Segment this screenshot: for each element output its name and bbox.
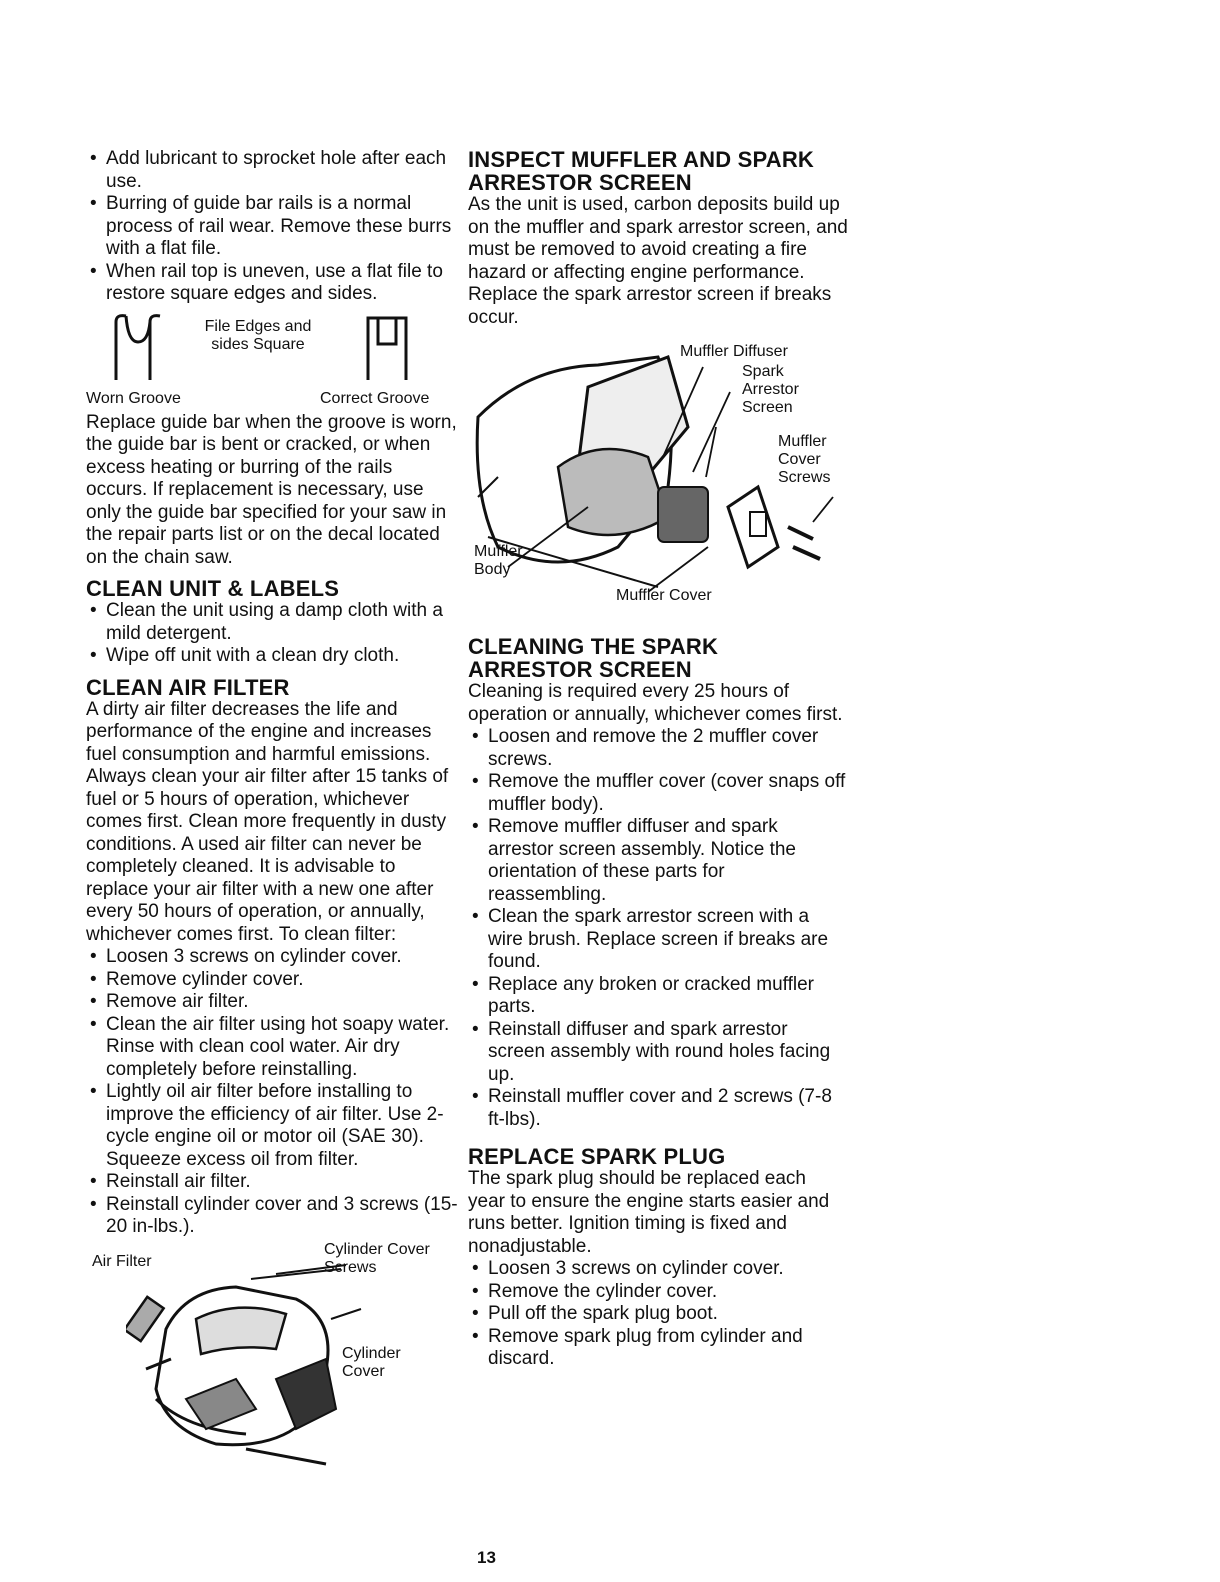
list-item: • Reinstall air filter. (86, 1171, 458, 1194)
spark-plug-paragraph: The spark plug should be replaced each year to ensure the engine starts easier and runs better. Ignition timing is fixed and nonadjustable. (468, 1168, 830, 1257)
list-item: • Replace any broken or cracked muffler parts. (468, 974, 848, 1019)
list-item: • Reinstall cylinder cover and 3 screws (15-20 in-lbs.). (86, 1194, 458, 1239)
muffler-heading: INSPECT MUFFLER AND SPARK ARRESTOR SCREEN (468, 147, 814, 195)
list-item: • Burring of guide bar rails is a normal process of rail wear. Remove these burrs with a flat file. (86, 193, 458, 261)
cleaning-paragraph: Cleaning is required every 25 hours of operation or annually, whichever comes first. (468, 681, 843, 725)
muffler-cover-screws-label: Muffler Cover Screws (778, 433, 831, 486)
spark-plug-heading: REPLACE SPARK PLUG (468, 1144, 726, 1169)
list-item: • Remove muffler diffuser and spark arrestor screen assembly. Notice the orientation of these parts for reassembling. (468, 816, 848, 906)
muffler-figure (468, 343, 848, 625)
chainsaw-cylinder-cover-illustration (126, 1259, 366, 1469)
correct-groove-label: Correct Groove (320, 389, 430, 407)
clean-unit-bullets (86, 600, 458, 668)
muffler-cover-label: Muffler Cover (616, 587, 712, 604)
list-item: • Pull off the spark plug boot. (468, 1303, 848, 1326)
list-item: • Loosen 3 screws on cylinder cover. (86, 946, 458, 969)
list-item: • Reinstall muffler cover and 2 screws (7-8 ft-lbs). (468, 1086, 848, 1131)
replace-bar-paragraph: Replace guide bar when the groove is worn, the guide bar is bent or cracked, or when excess heating or burring of the rails occurs. If replacement is necessary, use only the guide bar specified for your saw in the repair parts list or on the decal located on the chain saw. (86, 411, 457, 568)
list-item: • Remove air filter. (86, 991, 458, 1014)
list-item: • Loosen 3 screws on cylinder cover. (468, 1258, 848, 1281)
clean-unit-heading: CLEAN UNIT & LABELS (86, 576, 340, 601)
clean-air-filter-heading: CLEAN AIR FILTER (86, 674, 290, 700)
air-filter-bullets (86, 946, 458, 1239)
cleaning-heading: CLEANING THE SPARK ARRESTOR SCREEN (468, 634, 719, 682)
list-item: • Reinstall diffuser and spark arrestor screen assembly with round holes facing up. (468, 1019, 848, 1087)
muffler-body-label: Muffler Body (474, 543, 523, 578)
list-item: • Remove the cylinder cover. (468, 1281, 848, 1304)
air-filter-label: Air Filter (92, 1252, 152, 1270)
correct-groove-icon (362, 312, 412, 382)
list-item: • Clean the air filter using hot soapy water. Rinse with clean cool water. Air dry completely before reinstalling. (86, 1014, 458, 1082)
right-column (468, 148, 848, 1371)
list-item: • Remove spark plug from cylinder and discard. (468, 1326, 848, 1371)
cover-screws-label: Cylinder Cover Screws (324, 1240, 430, 1276)
list-item: • Remove the muffler cover (cover snaps off muffler body). (468, 771, 848, 816)
muffler-diffuser-label: Muffler Diffuser (680, 343, 788, 360)
list-item: • Remove cylinder cover. (86, 969, 458, 992)
list-item: • Loosen and remove the 2 muffler cover screws. (468, 726, 848, 771)
list-item: • Add lubricant to sprocket hole after each use. (86, 148, 458, 193)
list-item: • Lightly oil air filter before installing to improve the efficiency of air filter. Use 2-cycle engine oil or motor oil (SAE 30). Squeeze excess oil from filter. (86, 1081, 458, 1171)
list-item: • Wipe off unit with a clean dry cloth. (86, 645, 458, 668)
cleaning-bullets (468, 726, 848, 1131)
worn-groove-label: Worn Groove (86, 389, 181, 407)
muffler-paragraph: As the unit is used, carbon deposits build up on the muffler and spark arrestor screen, and must be removed to avoid creating a fire hazard or affecting engine performance. (468, 194, 848, 283)
air-filter-figure (86, 1239, 458, 1469)
cylinder-cover-label: Cylinder Cover (342, 1344, 401, 1380)
list-item: • Clean the spark arrestor screen with a wire brush. Replace screen if breaks are found. (468, 906, 848, 974)
page-number: 13 (477, 1548, 496, 1567)
spark-plug-bullets (468, 1258, 848, 1371)
groove-center-label: File Edges and sides Square (204, 317, 312, 353)
groove-figure (86, 306, 458, 407)
guide-bar-bullets (86, 148, 458, 306)
muffler-replace-paragraph: Replace the spark arrestor screen if breaks occur. (468, 284, 832, 328)
list-item: • When rail top is uneven, use a flat file to restore square edges and sides. (86, 261, 458, 306)
spark-arrestor-label: Spark Arrestor Screen (742, 363, 799, 416)
worn-groove-icon (108, 312, 168, 382)
left-column (86, 148, 458, 1469)
air-filter-paragraph: A dirty air filter decreases the life and performance of the engine and increases fuel consumption and harmful emissions. Always clean your air filter after 15 tanks of fuel or 5 hours of operation, whichever comes first. Clean more frequently in dusty conditions. A used air filter can never be completely cleaned. It is advisable to replace your air filter with a new one after every 50 hours of operation, or annually, whichever comes first. To clean filter: (86, 698, 449, 945)
list-item: • Clean the unit using a damp cloth with a mild detergent. (86, 600, 458, 645)
